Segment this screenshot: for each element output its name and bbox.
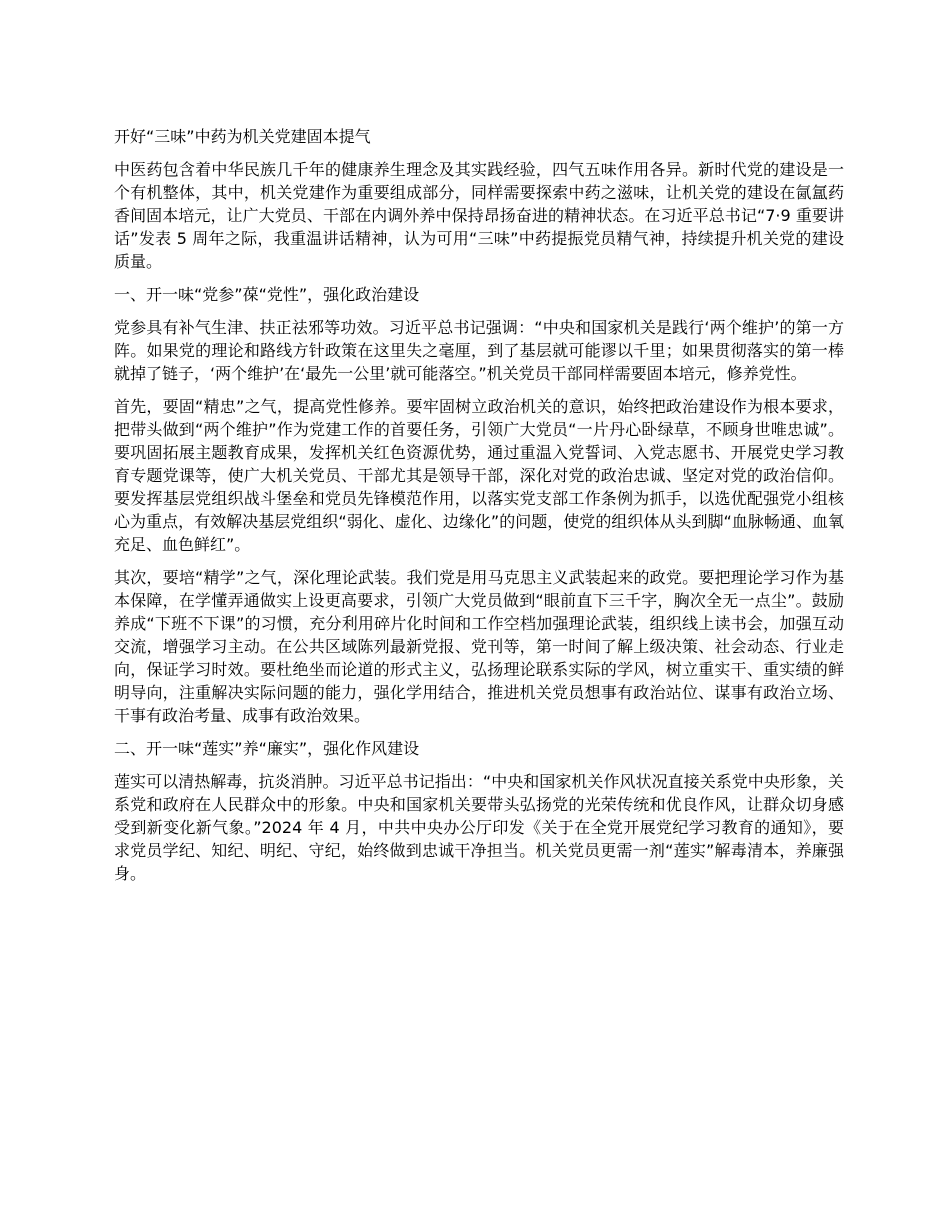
section-heading-2: 二、开一味“莲实”养“廉实”，强化作风建设 (114, 739, 420, 758)
paragraph-dangshen: 党参具有补气生津、扶正祛邪等功效。习近平总书记强调：“中央和国家机关是践行‘两个维护’的第一方阵。如果党的理论和路线方针政策在这里失之毫厘，到了基层就可能谬以千里；如果贯彻落实的第一棒就掉了链子，‘两个维护’在‘最先一公里’就可能落空。”机关党员干部同样需要固本培元，修养党性。 (114, 318, 844, 383)
paragraph-intro: 中医药包含着中华民族几千年的健康养生理念及其实践经验，四气五味作用各异。新时代党的建设是一个有机整体，其中，机关党建作为重要组成部分，同样需要探索中药之滋味，让机关党的建设在氤氲药香间固本培元，让广大党员、干部在内调外养中保持昂扬奋进的精神状态。在习近平总书记“7·9 重要讲话”发表 5 周年之际，我重温讲话精神，认为可用“三味”中药提振党员精气神，持续提升机关党的建设质量。 (114, 160, 844, 271)
section-heading-1: 一、开一味“党参”葆“党性”，强化政治建设 (114, 285, 420, 304)
paragraph-jingzhong: 首先，要固“精忠”之气，提高党性修养。要牢固树立政治机关的意识，始终把政治建设作为根本要求，把带头做到“两个维护”作为党建工作的首要任务，引领广大党员“一片丹心卧绿草，不顾身世唯忠诚”。要巩固拓展主题教育成果，发挥机关红色资源优势，通过重温入党誓词、入党志愿书、开展党史学习教育专题党课等，使广大机关党员、干部尤其是领导干部，深化对党的政治忠诚、坚定对党的政治信仰。要发挥基层党组织战斗堡垒和党员先锋模范作用，以落实党支部工作条例为抓手，以选优配强党小组核心为重点，有效解决基层党组织“弱化、虚化、边缘化”的问题，使党的组织体从头到脚“血脉畅通、血氧充足、血色鲜红”。 (114, 397, 844, 554)
document-page (114, 125, 844, 895)
paragraph-jingxue: 其次，要培“精学”之气，深化理论武装。我们党是用马克思主义武装起来的政党。要把理论学习作为基本保障，在学懂弄通做实上设更高要求，引领广大党员做到“眼前直下三千字，胸次全无一点尘”。鼓励养成“下班不下课”的习惯，充分利用碎片化时间和工作空档加强理论武装，组织线上读书会，加强互动交流，增强学习主动。在公共区域陈列最新党报、党刊等，第一时间了解上级决策、社会动态、行业走向，保证学习时效。要杜绝坐而论道的形式主义，弘扬理论联系实际的学风，树立重实干、重实绩的鲜明导向，注重解决实际问题的能力，强化学用结合，推进机关党员想事有政治站位、谋事有政治立场、干事有政治考量、成事有政治效果。 (114, 568, 844, 725)
paragraph-lianshi: 莲实可以清热解毒，抗炎消肿。习近平总书记指出：“中央和国家机关作风状况直接关系党中央形象，关系党和政府在人民群众中的形象。中央和国家机关要带头弘扬党的光荣传统和优良作风，让群众切身感受到新变化新气象。”2024 年 4 月，中共中央办公厅印发《关于在全党开展党纪学习教育的通知》，要求党员学纪、知纪、明纪、守纪，始终做到忠诚干净担当。机关党员更需一剂“莲实”解毒清本，养廉强身。 (114, 772, 844, 883)
document-title: 开好“三味”中药为机关党建固本提气 (114, 127, 371, 146)
